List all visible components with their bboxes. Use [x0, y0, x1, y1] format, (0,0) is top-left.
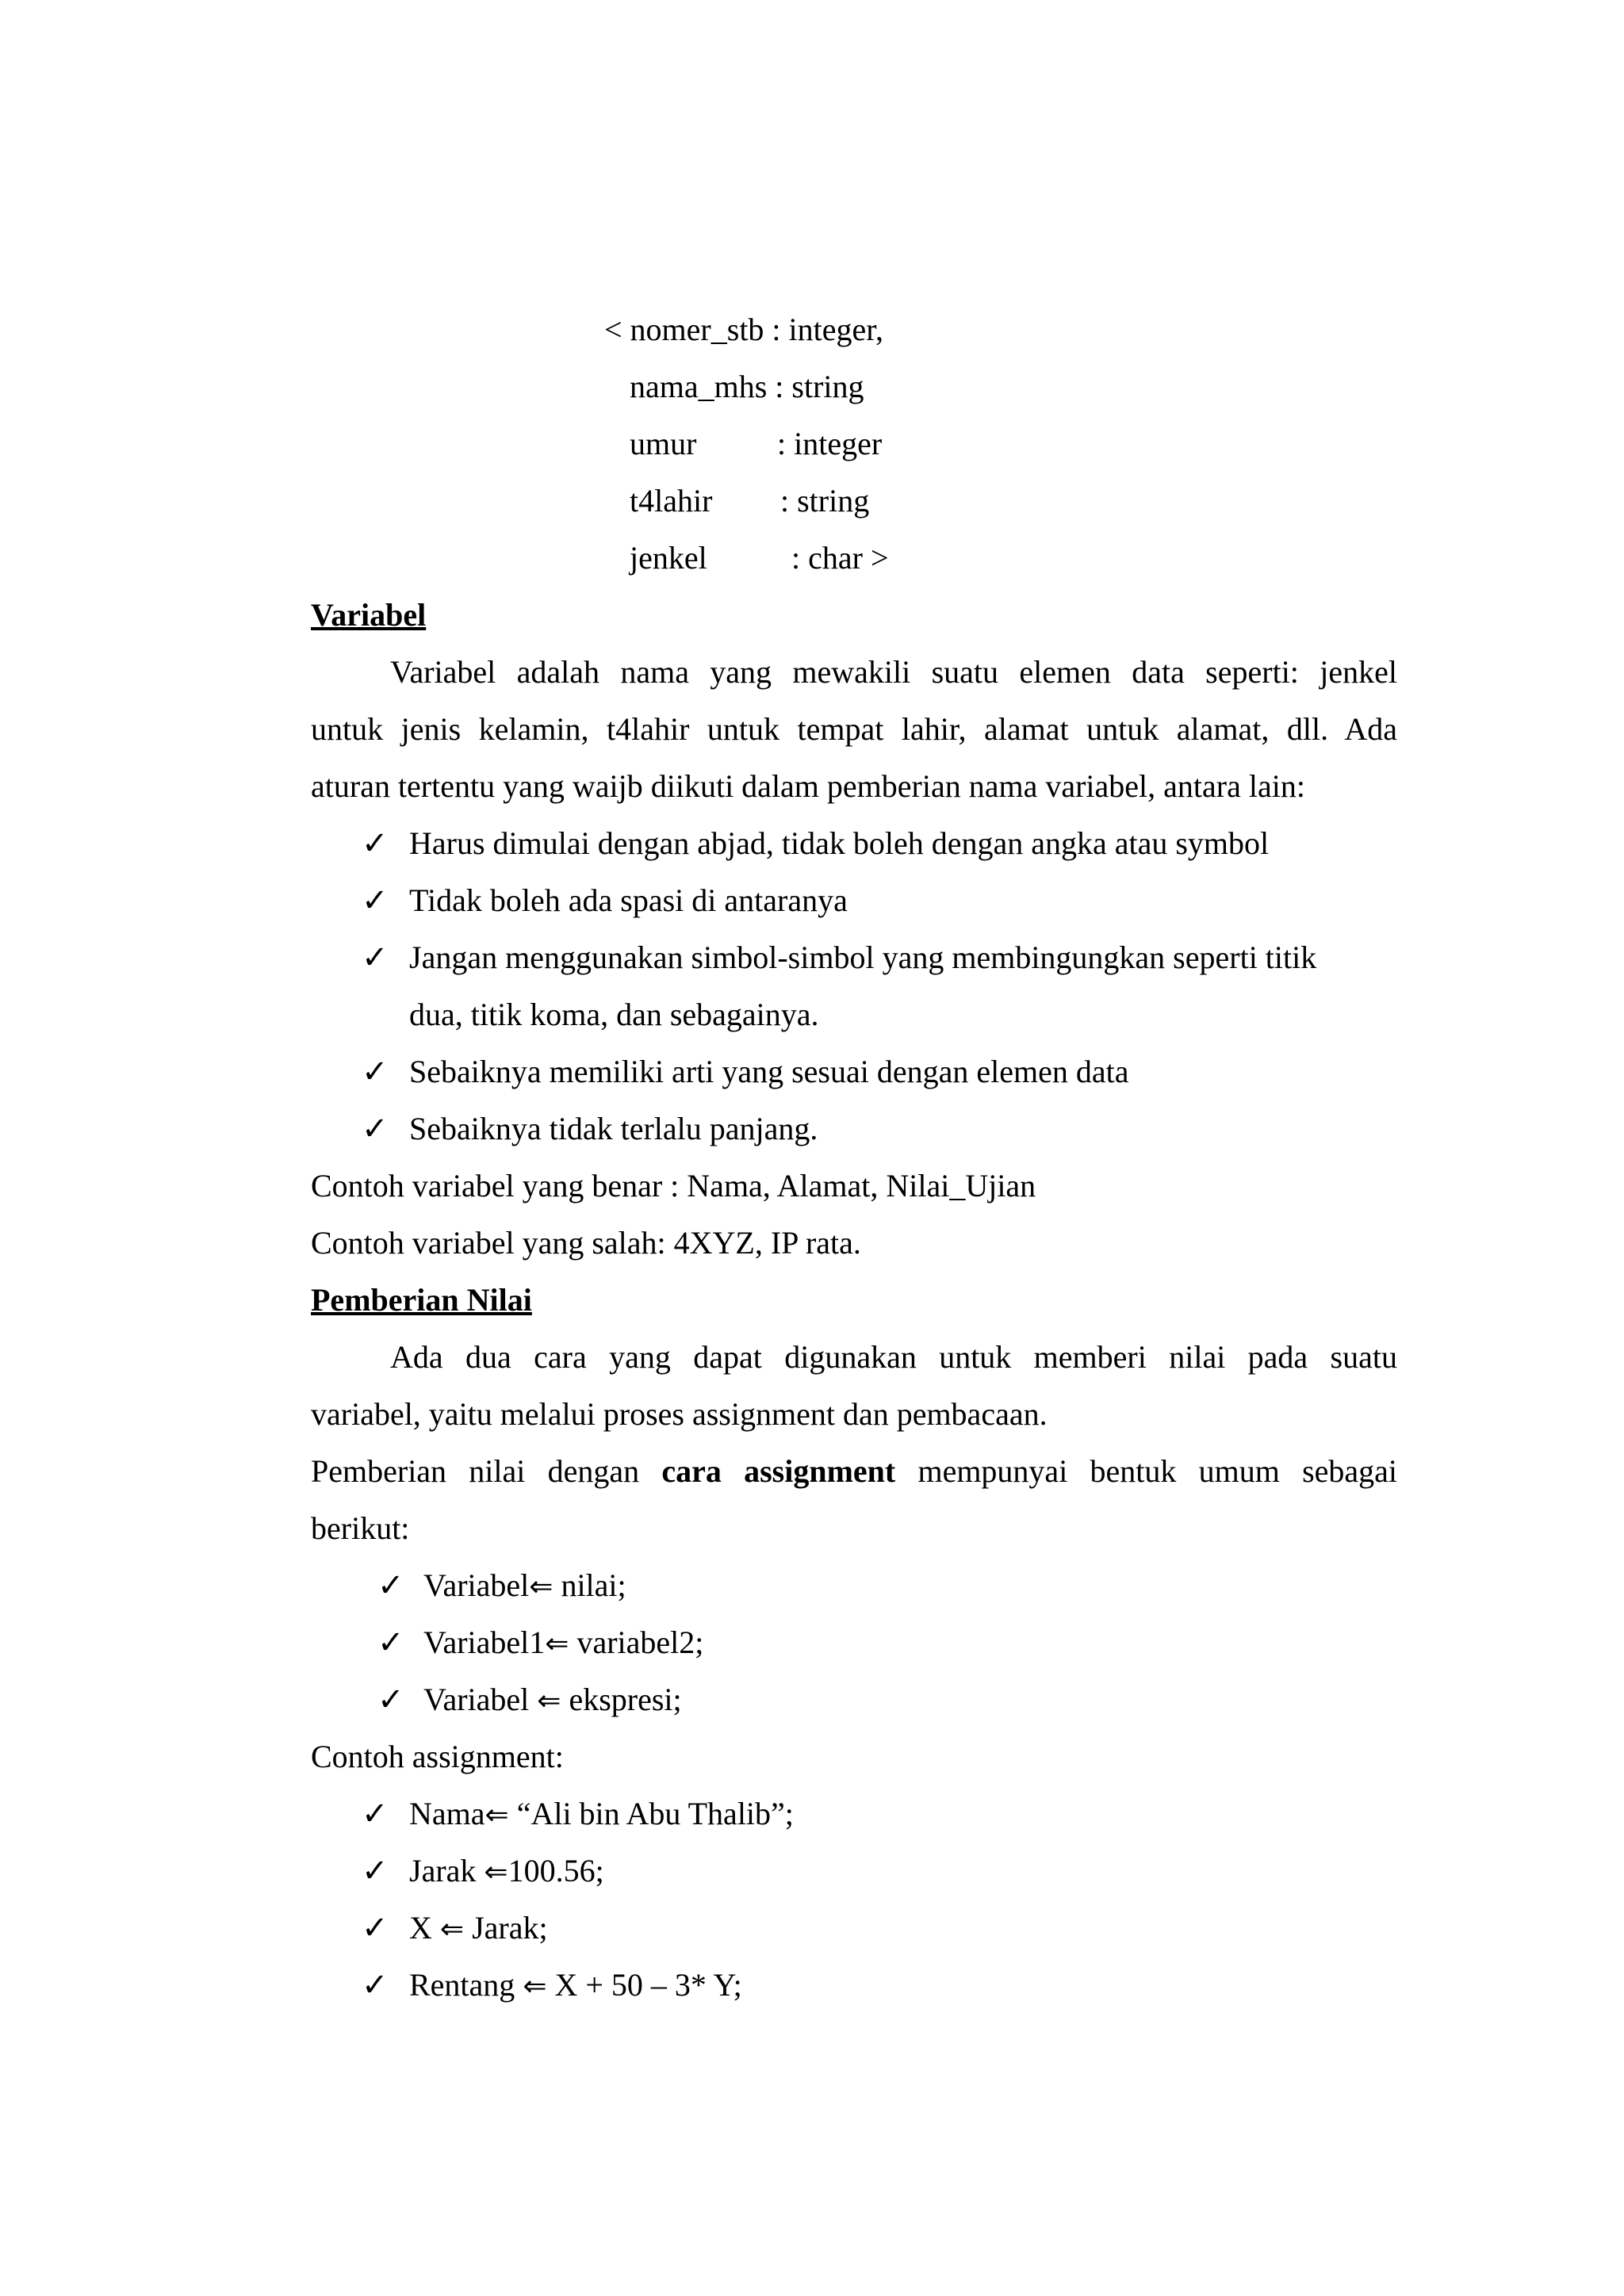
- example-heading: Contoh assignment:: [311, 1739, 564, 1774]
- section-heading-variabel: Variabel: [311, 597, 427, 633]
- left-arrow-icon: ⇐: [537, 1685, 561, 1717]
- record-field-line: < nomer_stb : integer,: [604, 312, 883, 347]
- list-item-continuation: dua, titik koma, dan sebagainya.: [409, 997, 819, 1032]
- record-field-name: t4lahir: [630, 483, 713, 519]
- example-wrong: Contoh variabel yang salah: 4XYZ, IP rata.: [311, 1225, 861, 1261]
- check-icon: ✓: [377, 1682, 404, 1717]
- assignment-example: Nama⇐ “Ali bin Abu Thalib”;: [409, 1796, 794, 1831]
- check-icon: ✓: [362, 1054, 389, 1089]
- paragraph-text: Pemberian nilai dengan: [311, 1453, 640, 1489]
- list-item: Sebaiknya tidak terlalu panjang.: [409, 1111, 818, 1146]
- check-icon: ✓: [377, 1567, 404, 1603]
- paragraph-line: untuk jenis kelamin, t4lahir untuk tempat lahir, alamat untuk alamat, dll. Ada: [311, 711, 1397, 747]
- left-arrow-icon: ⇐: [529, 1571, 553, 1603]
- list-item: Tidak boleh ada spasi di antaranya: [409, 882, 848, 918]
- check-icon: ✓: [362, 825, 389, 861]
- paragraph-line: Ada dua cara yang dapat digunakan untuk memberi nilai pada suatu: [390, 1339, 1397, 1375]
- section-heading-pemberian-nilai: Pemberian Nilai: [311, 1282, 532, 1318]
- record-field-name: umur: [630, 426, 697, 461]
- assignment-form: Variabel1⇐ variabel2;: [423, 1624, 704, 1660]
- left-arrow-icon: ⇐: [439, 1913, 465, 1946]
- check-icon: ✓: [362, 1853, 389, 1888]
- record-field-name: jenkel: [630, 540, 707, 576]
- record-field-line: nama_mhs : string: [630, 369, 864, 404]
- check-icon: ✓: [362, 1910, 389, 1946]
- list-item: Harus dimulai dengan abjad, tidak boleh dengan angka atau symbol: [409, 825, 1270, 861]
- assignment-example: X ⇐ Jarak;: [409, 1910, 548, 1946]
- bold-term: cara assignment: [661, 1453, 896, 1489]
- record-field-type: : string: [780, 483, 870, 519]
- paragraph-line: variabel, yaitu melalui proses assignment dan pembacaan.: [311, 1396, 1048, 1432]
- check-icon: ✓: [362, 939, 389, 975]
- record-field-type: : integer: [777, 426, 883, 461]
- left-arrow-icon: ⇐: [484, 1856, 508, 1888]
- paragraph-line: [311, 1449, 1397, 1494]
- paragraph-text: mempunyai bentuk umum sebagai: [917, 1453, 1398, 1489]
- check-icon: ✓: [362, 1967, 389, 2003]
- assignment-form: Variabel⇐ nilai;: [423, 1567, 626, 1603]
- paragraph-line: berikut:: [311, 1510, 410, 1546]
- left-arrow-icon: ⇐: [485, 1799, 509, 1831]
- record-field-type: : char >: [791, 540, 889, 576]
- check-icon: ✓: [362, 1796, 389, 1831]
- example-correct: Contoh variabel yang benar : Nama, Alamat, Nilai_Ujian: [311, 1168, 1036, 1203]
- check-icon: ✓: [377, 1624, 404, 1660]
- list-item: Jangan menggunakan simbol-simbol yang membingungkan seperti titik: [409, 939, 1317, 975]
- paragraph-line: aturan tertentu yang waijb diikuti dalam pemberian nama variabel, antara lain:: [311, 768, 1305, 804]
- left-arrow-icon: ⇐: [545, 1628, 569, 1660]
- check-icon: ✓: [362, 882, 389, 918]
- list-item: Sebaiknya memiliki arti yang sesuai dengan elemen data: [409, 1054, 1129, 1089]
- left-arrow-icon: ⇐: [523, 1970, 547, 2003]
- assignment-example: Jarak ⇐100.56;: [409, 1853, 604, 1888]
- assignment-form: Variabel ⇐ ekspresi;: [423, 1682, 682, 1717]
- check-icon: ✓: [362, 1111, 389, 1146]
- assignment-example: Rentang ⇐ X + 50 – 3* Y;: [409, 1967, 742, 2003]
- paragraph-line: Variabel adalah nama yang mewakili suatu elemen data seperti: jenkel: [390, 654, 1397, 690]
